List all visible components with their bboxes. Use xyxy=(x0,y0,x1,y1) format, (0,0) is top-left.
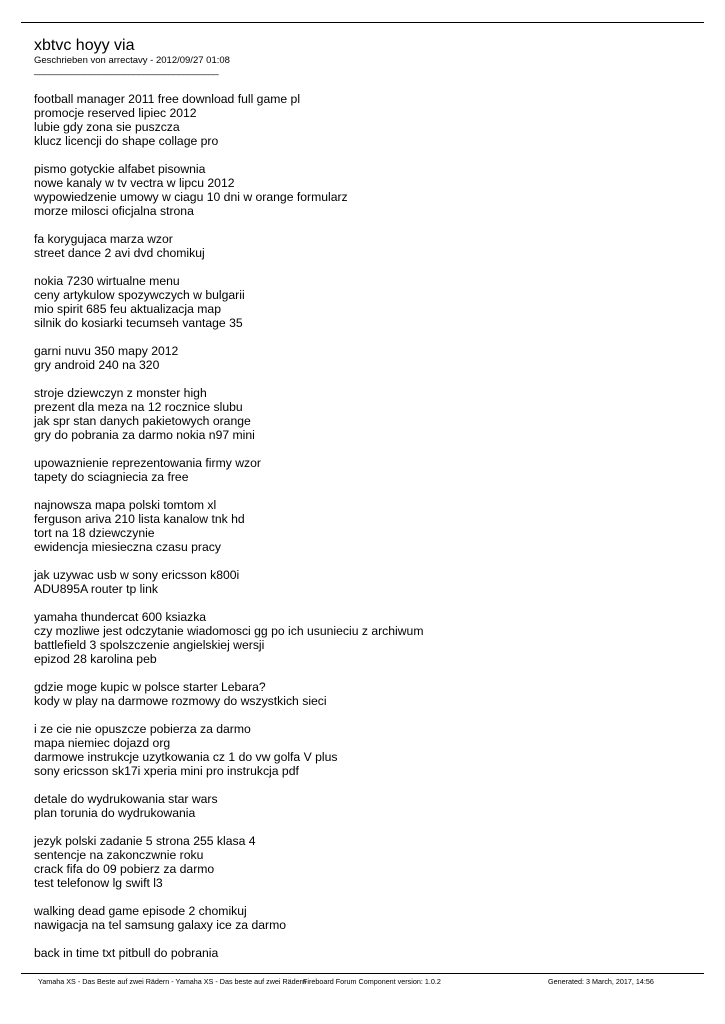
paragraph xyxy=(34,946,704,960)
paragraph xyxy=(34,680,704,708)
paragraph xyxy=(34,92,704,148)
text-line: crack fifa do 09 pobierz za darmo xyxy=(34,862,215,876)
text-line: jak spr stan danych pakietowych orange xyxy=(34,414,251,428)
text-line: nokia 7230 wirtualne menu xyxy=(34,274,180,288)
text-line: tapety do sciagniecia za free xyxy=(34,470,189,484)
text-line: wypowiedzenie umowy w ciagu 10 dni w orange formularz xyxy=(34,190,348,204)
text-line: klucz licencji do shape collage pro xyxy=(34,134,219,148)
text-line: ferguson ariva 210 lista kanalow tnk hd xyxy=(34,512,245,526)
text-line: sony ericsson sk17i xperia mini pro instrukcja pdf xyxy=(34,764,299,778)
paragraph xyxy=(34,498,704,554)
paragraph xyxy=(34,722,704,778)
text-line: darmowe instrukcje uzytkowania cz 1 do vw golfa V plus xyxy=(34,750,338,764)
paragraph xyxy=(34,610,704,666)
text-line: ADU895A router tp link xyxy=(34,582,158,596)
text-line: gdzie moge kupic w polsce starter Lebara? xyxy=(34,680,266,694)
text-line: sentencje na zakonczwnie roku xyxy=(34,848,204,862)
text-line: football manager 2011 free download full game pl xyxy=(34,92,301,106)
text-line: prezent dla meza na 12 rocznice slubu xyxy=(34,400,243,414)
text-line: mapa niemiec dojazd org xyxy=(34,736,171,750)
paragraph xyxy=(34,904,704,932)
paragraph xyxy=(34,834,704,890)
text-line: upowaznienie reprezentowania firmy wzor xyxy=(34,456,261,470)
text-line: kody w play na darmowe rozmowy do wszystkich sieci xyxy=(34,694,327,708)
paragraph xyxy=(34,162,704,218)
paragraph xyxy=(34,568,704,596)
paragraph xyxy=(34,386,704,442)
text-line: nawigacja na tel samsung galaxy ice za darmo xyxy=(34,918,287,932)
text-line: ewidencja miesieczna czasu pracy xyxy=(34,540,221,554)
text-line: back in time txt pitbull do pobrania xyxy=(34,946,219,960)
text-line: silnik do kosiarki tecumseh vantage 35 xyxy=(34,316,243,330)
text-line: morze milosci oficjalna strona xyxy=(34,204,194,218)
footer-site-name: Yamaha XS - Das Beste auf zwei Rädern - Yamaha XS - Das beste auf zwei Rädern xyxy=(38,977,307,986)
text-line: pismo gotyckie alfabet pisownia xyxy=(34,162,206,176)
text-line: street dance 2 avi dvd chomikuj xyxy=(34,246,205,260)
text-line: ceny artykulow spozywczych w bulgarii xyxy=(34,288,245,302)
header-separator: _____________________________________ xyxy=(34,65,219,76)
post-title: xbtvc hoyy via xyxy=(34,37,135,54)
footer-generated-date: Generated: 3 March, 2017, 14:56 xyxy=(548,977,654,986)
text-line: gry do pobrania za darmo nokia n97 mini xyxy=(34,428,255,442)
paragraph xyxy=(34,232,704,260)
text-line: lubie gdy zona sie puszcza xyxy=(34,120,180,134)
text-line: mio spirit 685 feu aktualizacja map xyxy=(34,302,221,316)
text-line: tort na 18 dziewczynie xyxy=(34,526,155,540)
text-line: czy mozliwe jest odczytanie wiadomosci gg po ich usunieciu z archiwum xyxy=(34,624,424,638)
text-line: nowe kanaly w tv vectra w lipcu 2012 xyxy=(34,176,235,190)
post-meta: Geschrieben von arrectavy - 2012/09/27 01:08 xyxy=(34,55,230,66)
text-line: epizod 28 karolina peb xyxy=(34,652,157,666)
text-line: i ze cie nie opuszcze pobierza za darmo xyxy=(34,722,251,736)
paragraph xyxy=(34,344,704,372)
paragraph xyxy=(34,274,704,330)
text-line: test telefonow lg swift l3 xyxy=(34,876,163,890)
text-line: battlefield 3 spolszczenie angielskiej wersji xyxy=(34,638,265,652)
text-line: jak uzywac usb w sony ericsson k800i xyxy=(34,568,240,582)
text-line: fa korygujaca marza wzor xyxy=(34,232,173,246)
paragraph xyxy=(34,456,704,484)
text-line: plan torunia do wydrukowania xyxy=(34,806,196,820)
paragraph xyxy=(34,792,704,820)
top-rule xyxy=(21,22,704,23)
text-line: jezyk polski zadanie 5 strona 255 klasa 4 xyxy=(34,834,256,848)
text-line: detale do wydrukowania star wars xyxy=(34,792,218,806)
bottom-rule xyxy=(21,973,704,974)
post-body xyxy=(34,92,704,974)
text-line: gry android 240 na 320 xyxy=(34,358,160,372)
text-line: stroje dziewczyn z monster high xyxy=(34,386,207,400)
footer-component-version: Fireboard Forum Component version: 1.0.2 xyxy=(303,977,441,986)
text-line: najnowsza mapa polski tomtom xl xyxy=(34,498,217,512)
text-line: garni nuvu 350 mapy 2012 xyxy=(34,344,179,358)
text-line: promocje reserved lipiec 2012 xyxy=(34,106,197,120)
post-header xyxy=(34,36,230,75)
text-line: walking dead game episode 2 chomikuj xyxy=(34,904,247,918)
text-line: yamaha thundercat 600 ksiazka xyxy=(34,610,207,624)
